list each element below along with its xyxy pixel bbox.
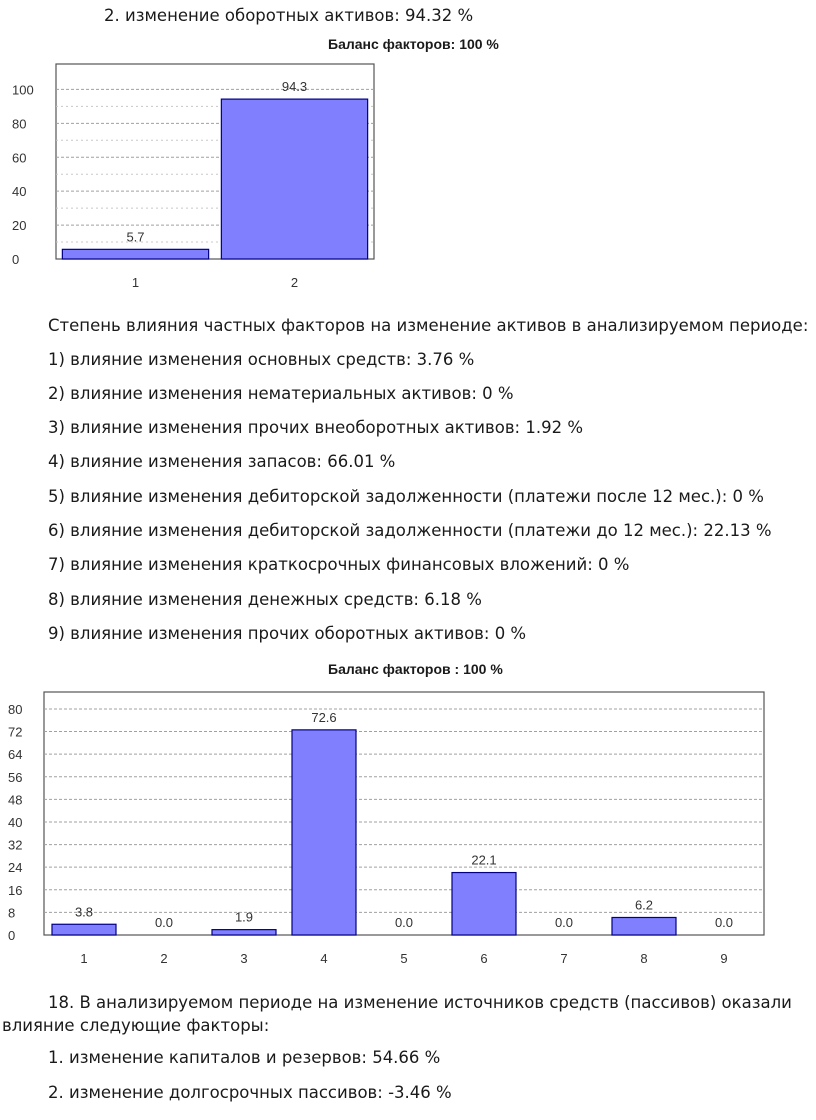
y-tick-label: 100	[12, 82, 34, 98]
influence-item: 8) влияние изменения денежных средств: 6.18 %	[48, 590, 482, 609]
bar-value-label: 0.0	[394, 915, 414, 930]
influence-item: 5) влияние изменения дебиторской задолженности (платежи после 12 мес.): 0 %	[48, 487, 764, 506]
x-tick-label: 2	[160, 951, 168, 966]
bar	[62, 249, 208, 259]
x-tick-label: 7	[560, 951, 568, 966]
x-tick-label: 1	[131, 275, 140, 290]
x-tick-label: 5	[400, 951, 408, 966]
influence-heading: Степень влияния частных факторов на изменение активов в анализируемом периоде:	[48, 316, 809, 335]
influence-item: 9) влияние изменения прочих оборотных активов: 0 %	[48, 624, 527, 643]
liabilities-item: 1. изменение капиталов и резервов: 54.66 %	[48, 1048, 441, 1067]
y-tick-label: 20	[12, 218, 27, 234]
x-tick-label: 2	[290, 275, 299, 290]
bar-value-label: 0.0	[154, 915, 174, 930]
bar-value-label: 1.9	[234, 909, 254, 925]
chart1	[0, 56, 816, 356]
x-tick-label: 9	[720, 951, 728, 966]
chart2	[0, 680, 816, 980]
x-tick-label: 4	[320, 951, 328, 966]
influence-item: 7) влияние изменения краткосрочных финансовых вложений: 0 %	[48, 555, 630, 574]
chart1-title: Баланс факторов: 100 %	[328, 36, 499, 52]
y-tick-label: 80	[12, 116, 27, 132]
intro-line: 2. изменение оборотных активов: 94.32 %	[104, 6, 474, 25]
bar-value-label: 72.6	[311, 709, 337, 725]
bar-value-label: 94.3	[281, 79, 308, 95]
y-tick-label: 40	[8, 814, 23, 830]
bar	[612, 917, 676, 935]
influence-item: 1) влияние изменения основных средств: 3.76 %	[48, 350, 475, 369]
bar	[292, 730, 356, 935]
section18-line1: 18. В анализируемом периоде на изменение источников средств (пассивов) оказали	[48, 993, 792, 1012]
influence-item: 3) влияние изменения прочих внеоборотных активов: 1.92 %	[48, 418, 584, 437]
influence-item: 4) влияние изменения запасов: 66.01 %	[48, 452, 396, 471]
bar-value-label: 5.7	[126, 229, 145, 245]
plot-frame	[44, 692, 764, 935]
y-tick-label: 8	[8, 905, 16, 921]
chart2-title: Баланс факторов : 100 %	[328, 661, 503, 677]
x-tick-label: 8	[640, 951, 648, 966]
y-tick-label: 72	[8, 724, 23, 740]
bar-value-label: 0.0	[554, 915, 574, 930]
bar	[452, 873, 516, 935]
bar	[221, 99, 367, 259]
x-tick-label: 1	[80, 951, 88, 966]
y-tick-label: 16	[8, 882, 23, 898]
y-tick-label: 0	[12, 252, 20, 267]
x-tick-label: 3	[240, 951, 248, 966]
y-tick-label: 32	[8, 837, 23, 853]
bar-value-label: 6.2	[634, 897, 654, 913]
bar-value-label: 22.1	[471, 852, 497, 868]
bar-value-label: 3.8	[74, 904, 94, 920]
bar	[212, 930, 276, 935]
y-tick-label: 60	[12, 150, 27, 166]
bar-value-label: 0.0	[714, 915, 734, 930]
y-tick-label: 64	[8, 747, 23, 763]
y-tick-label: 48	[8, 792, 23, 808]
influence-item: 6) влияние изменения дебиторской задолженности (платежи до 12 мес.): 22.13 %	[48, 521, 772, 540]
x-tick-label: 6	[480, 951, 488, 966]
liabilities-item: 2. изменение долгосрочных пассивов: -3.46 %	[48, 1083, 452, 1102]
y-tick-label: 80	[8, 701, 23, 717]
section18-line2: влияние следующие факторы:	[2, 1016, 270, 1035]
y-tick-label: 40	[12, 184, 27, 200]
y-tick-label: 56	[8, 769, 23, 785]
influence-item: 2) влияние изменения нематериальных активов: 0 %	[48, 384, 514, 403]
y-tick-label: 24	[8, 860, 23, 876]
bar	[52, 924, 116, 935]
y-tick-label: 0	[8, 928, 16, 943]
